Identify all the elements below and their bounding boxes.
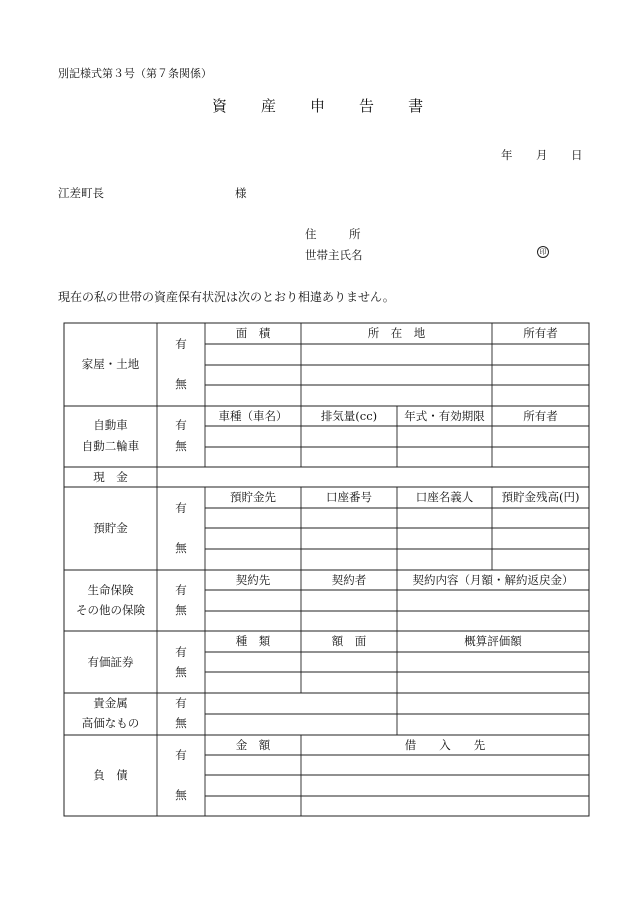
title-char: 書 [408, 97, 424, 115]
column-header-face-value: 額 面 [331, 634, 367, 648]
column-header-displacement: 排気量(cc) [320, 409, 378, 423]
column-header-owner: 所有者 [523, 326, 558, 340]
column-header-amount: 金 額 [235, 738, 271, 752]
has-no-label: 無 [175, 788, 187, 802]
seal-mark: 印 [537, 246, 549, 258]
has-no-label: 無 [175, 439, 187, 453]
has-no-label: 無 [175, 603, 187, 617]
has-yes-label: 有 [175, 583, 187, 597]
has-yes-label: 有 [175, 501, 187, 515]
has-yes-label: 有 [175, 748, 187, 762]
category-car: 自動車 [93, 418, 128, 432]
category-other-insurance: その他の保険 [76, 603, 145, 617]
address-label: 住 [305, 227, 317, 241]
column-header-kind: 種 類 [235, 634, 271, 648]
category-securities: 有価証券 [87, 655, 134, 669]
column-header-policyholder: 契約者 [331, 573, 367, 587]
date-year-label: 年 [501, 148, 513, 162]
address-label-2: 所 [349, 227, 361, 241]
category-debt: 負 債 [93, 768, 128, 782]
has-yes-label: 有 [175, 645, 187, 659]
date-day-label: 日 [571, 148, 583, 162]
column-header-lender: 借 入 先 [404, 738, 486, 752]
has-yes-label: 有 [175, 337, 187, 351]
column-header-owner: 所有者 [523, 409, 558, 423]
column-header-location: 所 在 地 [367, 326, 426, 340]
category-life-insurance: 生命保険 [87, 583, 134, 597]
column-header-vehicle-type: 車種（車名） [218, 409, 288, 423]
title-char: 資 [212, 97, 228, 115]
declaration-statement: 現在の私の世帯の資産保有状況は次のとおり相違ありません。 [58, 290, 395, 304]
category-savings: 預貯金 [93, 521, 128, 535]
category-precious-metals: 貴金属 [93, 696, 128, 710]
category-house-land: 家屋・土地 [81, 357, 140, 371]
has-yes-label: 有 [175, 696, 187, 710]
addressee: 江差町長 [58, 186, 104, 200]
column-header-account-number: 口座番号 [326, 490, 372, 504]
honorific: 様 [235, 186, 247, 200]
column-header-account-holder: 口座名義人 [415, 490, 474, 504]
column-header-model-year: 年式・有効期限 [404, 409, 485, 423]
column-header-balance: 預貯金残高(円) [501, 490, 580, 504]
title-char: 告 [359, 97, 375, 115]
column-header-estimated-value: 概算評価額 [464, 634, 522, 648]
category-cash: 現 金 [93, 470, 128, 484]
has-no-label: 無 [175, 665, 187, 679]
has-no-label: 無 [175, 541, 187, 555]
has-yes-label: 有 [175, 418, 187, 432]
form-number: 別記様式第３号（第７条関係） [58, 67, 212, 80]
category-valuables: 高価なもの [81, 716, 140, 730]
column-header-area: 面 積 [235, 326, 271, 340]
category-motorcycle: 自動二輪車 [81, 439, 140, 453]
column-header-bank: 預貯金先 [230, 490, 276, 504]
column-header-insurer: 契約先 [235, 573, 271, 587]
title-char: 申 [310, 97, 326, 115]
date-month-label: 月 [536, 148, 548, 162]
column-header-contract-details: 契約内容（月額・解約返戻金） [412, 573, 574, 587]
has-no-label: 無 [175, 377, 187, 391]
householder-name-label: 世帯主氏名 [305, 248, 363, 262]
has-no-label: 無 [175, 716, 187, 730]
title-char: 産 [261, 97, 277, 115]
